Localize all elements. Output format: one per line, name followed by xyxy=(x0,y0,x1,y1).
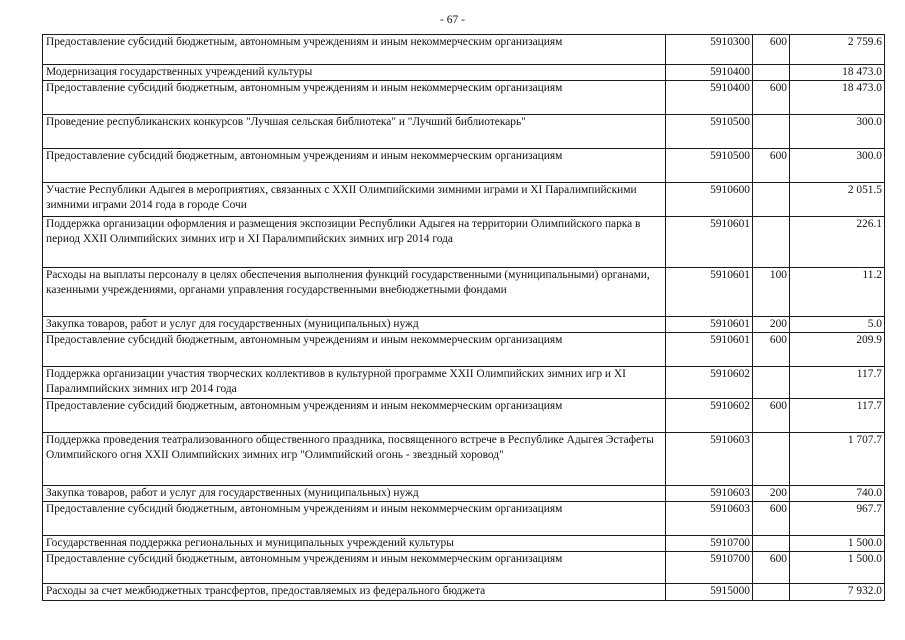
row-vr-code: 600 xyxy=(753,552,790,584)
row-csr-code: 5910601 xyxy=(666,217,753,268)
row-sum: 740.0 xyxy=(790,486,885,502)
row-vr-code: 600 xyxy=(753,333,790,367)
row-name: Расходы на выплаты персоналу в целях обеспечения выполнения функций государственными (муниципальными) органами, казенными учреждениями, органами управления государственными внебюджетными фондами xyxy=(43,268,666,317)
table-row xyxy=(43,433,885,486)
row-name: Закупка товаров, работ и услуг для государственных (муниципальных) нужд xyxy=(43,317,666,333)
row-sum: 1 707.7 xyxy=(790,433,885,486)
row-vr-code: 600 xyxy=(753,35,790,65)
row-vr-code xyxy=(753,433,790,486)
budget-table xyxy=(42,34,885,601)
table-row xyxy=(43,584,885,601)
row-sum: 18 473.0 xyxy=(790,65,885,81)
row-csr-code: 5910400 xyxy=(666,65,753,81)
row-name: Предоставление субсидий бюджетным, автономным учреждениям и иным некоммерческим организациям xyxy=(43,333,666,367)
row-csr-code: 5910500 xyxy=(666,115,753,149)
row-sum: 1 500.0 xyxy=(790,536,885,552)
table-row xyxy=(43,149,885,183)
table-row xyxy=(43,65,885,81)
row-csr-code: 5910601 xyxy=(666,333,753,367)
row-name: Предоставление субсидий бюджетным, автономным учреждениям и иным некоммерческим организациям xyxy=(43,552,666,584)
row-sum: 117.7 xyxy=(790,399,885,433)
table-row xyxy=(43,268,885,317)
row-name: Закупка товаров, работ и услуг для государственных (муниципальных) нужд xyxy=(43,486,666,502)
table-row xyxy=(43,399,885,433)
row-sum: 7 932.0 xyxy=(790,584,885,601)
row-name: Государственная поддержка региональных и муниципальных учреждений культуры xyxy=(43,536,666,552)
row-name: Предоставление субсидий бюджетным, автономным учреждениям и иным некоммерческим организациям xyxy=(43,399,666,433)
row-vr-code xyxy=(753,183,790,217)
row-sum: 2 051.5 xyxy=(790,183,885,217)
row-sum: 2 759.6 xyxy=(790,35,885,65)
row-csr-code: 5910602 xyxy=(666,367,753,399)
row-csr-code: 5910601 xyxy=(666,317,753,333)
row-vr-code: 600 xyxy=(753,81,790,115)
row-sum: 1 500.0 xyxy=(790,552,885,584)
row-sum: 300.0 xyxy=(790,149,885,183)
row-vr-code xyxy=(753,65,790,81)
table-row xyxy=(43,317,885,333)
row-name: Предоставление субсидий бюджетным, автономным учреждениям и иным некоммерческим организациям xyxy=(43,35,666,65)
row-name: Участие Республики Адыгея в мероприятиях, связанных с XXII Олимпийскими зимними играми и XI Паралимпийскими зимними играми 2014 года в городе Сочи xyxy=(43,183,666,217)
table-row xyxy=(43,217,885,268)
row-sum: 226.1 xyxy=(790,217,885,268)
table-row xyxy=(43,552,885,584)
row-name: Поддержка проведения театрализованного общественного праздника, посвященного встрече в Республике Адыгея Эстафеты Олимпийского огня XXII Олимпийских зимних игр "Олимпийский огонь - звездный хоровод" xyxy=(43,433,666,486)
row-csr-code: 5910603 xyxy=(666,502,753,536)
table-row xyxy=(43,183,885,217)
row-vr-code: 600 xyxy=(753,149,790,183)
row-vr-code xyxy=(753,536,790,552)
row-sum: 967.7 xyxy=(790,502,885,536)
row-vr-code xyxy=(753,217,790,268)
row-csr-code: 5910600 xyxy=(666,183,753,217)
row-name: Проведение республиканских конкурсов "Лучшая сельская библиотека" и "Лучший библиотекарь" xyxy=(43,115,666,149)
row-sum: 300.0 xyxy=(790,115,885,149)
row-vr-code: 200 xyxy=(753,486,790,502)
row-sum: 11.2 xyxy=(790,268,885,317)
row-csr-code: 5910601 xyxy=(666,268,753,317)
table-row xyxy=(43,536,885,552)
row-vr-code xyxy=(753,115,790,149)
row-vr-code: 600 xyxy=(753,399,790,433)
table-row xyxy=(43,333,885,367)
row-name: Поддержка организации участия творческих коллективов в культурной программе XXII Олимпийских зимних игр и XI Паралимпийских зимних игр 2014 года xyxy=(43,367,666,399)
row-name: Расходы за счет межбюджетных трансфертов, предоставляемых из федерального бюджета xyxy=(43,584,666,601)
page-number: - 67 - xyxy=(440,14,465,26)
table-row xyxy=(43,367,885,399)
row-vr-code: 100 xyxy=(753,268,790,317)
row-csr-code: 5910700 xyxy=(666,536,753,552)
row-csr-code: 5910300 xyxy=(666,35,753,65)
row-vr-code xyxy=(753,367,790,399)
row-sum: 209.9 xyxy=(790,333,885,367)
row-sum: 117.7 xyxy=(790,367,885,399)
row-csr-code: 5910602 xyxy=(666,399,753,433)
table-row xyxy=(43,81,885,115)
row-sum: 5.0 xyxy=(790,317,885,333)
table-row xyxy=(43,486,885,502)
table-row xyxy=(43,502,885,536)
row-csr-code: 5910603 xyxy=(666,433,753,486)
row-vr-code: 200 xyxy=(753,317,790,333)
row-name: Предоставление субсидий бюджетным, автономным учреждениям и иным некоммерческим организациям xyxy=(43,81,666,115)
row-csr-code: 5910700 xyxy=(666,552,753,584)
row-name: Поддержка организации оформления и размещения экспозиции Республики Адыгея на территории Олимпийского парка в период XXII Олимпийских зимних игр и XI Паралимпийских зимних игр 2014 года xyxy=(43,217,666,268)
row-name: Предоставление субсидий бюджетным, автономным учреждениям и иным некоммерческим организациям xyxy=(43,149,666,183)
row-csr-code: 5910500 xyxy=(666,149,753,183)
row-csr-code: 5910603 xyxy=(666,486,753,502)
table-row xyxy=(43,35,885,65)
row-vr-code xyxy=(753,584,790,601)
row-vr-code: 600 xyxy=(753,502,790,536)
row-name: Предоставление субсидий бюджетным, автономным учреждениям и иным некоммерческим организациям xyxy=(43,502,666,536)
table-row xyxy=(43,115,885,149)
row-csr-code: 5910400 xyxy=(666,81,753,115)
row-name: Модернизация государственных учреждений культуры xyxy=(43,65,666,81)
row-sum: 18 473.0 xyxy=(790,81,885,115)
row-csr-code: 5915000 xyxy=(666,584,753,601)
